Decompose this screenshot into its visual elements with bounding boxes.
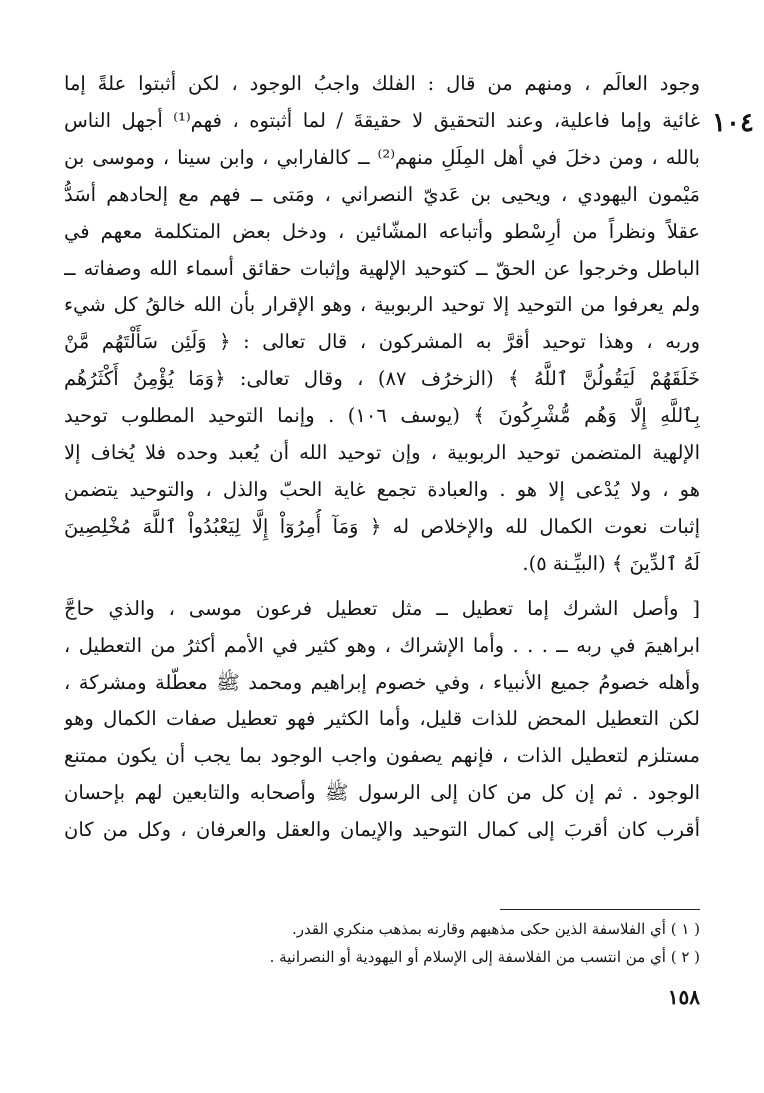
footnote-2: ( ٢ ) أي من انتسب من الفلاسفة إلى الإسلام أو اليهودية أو النصرانية .	[269, 948, 700, 966]
text-line: وجود العالَم ، ومنهم من قال : الفلك واجبُ الوجود ، لكن أثبتوا علةً إما	[64, 72, 700, 95]
text-line: وأهله خصومُ جميع الأنبياء ، وفي خصوم إبراهيم ومحمد ﷺ معطّلة ومشركة ،	[64, 670, 700, 694]
text-line: ابراهيمَ في ربه ــ . . . وأما الإشراك ، وهو كثير في الأمم أكثرُ من التعطيل ،	[64, 633, 700, 657]
text-line: أقرب كان أقربَ إلى كمال التوحيد والإيمان والعقل والعرفان ، وكل من كان	[64, 818, 700, 842]
main-text-body	[64, 66, 700, 849]
text-line: هو ، ولا يُدْعى إلا هو . والعبادة تجمع غاية الحبّ والذل ، والتوحيد يتضمن	[64, 477, 700, 501]
text-line: بِٱللَّهِ إِلَّا وَهُم مُّشْرِكُونَ ﴾ (يوسف ١٠٦) . وإنما التوحيد المطلوب توحيد	[64, 404, 700, 428]
text-line: الإلهية المتضمن توحيد الربوبية ، وإن توحيد الله أن يُعبد وحده فلا يُخاف إلا	[64, 441, 700, 465]
text-line: خَلَقَهُمْ لَيَقُولُنَّ ٱللَّهُ ﴾ (الزخرُف ٨٧) ، وقال تعالى: ﴿وَمَا يُؤْمِنُ أَكْثَرُهُم	[64, 367, 700, 391]
text-line: وربه ، وهذا توحيد أقرَّ به المشركون ، قال تعالى : ﴿ وَلَئِن سَأَلْتَهُم مَّنْ	[64, 330, 700, 354]
text-line: [ وأصل الشرك إما تعطيل ــ مثل تعطيل فرعون موسى ، والذي حاجَّ	[64, 596, 700, 620]
text-line: بالله ، ومن دخلَ في أهل المِلَلِ منهم⁽²⁾ ــ كالفارابي ، وابن سينا ، وموسى بن	[64, 145, 700, 169]
text-line: مَيْمون اليهودي ، ويحيى بن عَديّ النصراني ، ومَتى ــ فهم مع إلحادهم أسَدُّ	[64, 182, 700, 206]
text-line: غائية وإما فاعلية، وعند التحقيق لا حقيقةَ / لما أثبتوه ، فهم⁽¹⁾ أجهل الناس	[64, 108, 700, 132]
footnote-separator	[500, 909, 700, 910]
text-line: ولم يعرفوا من التوحيد إلا توحيد الربوبية ، وهو الإقرار بأن الله خالقُ كل شيء	[64, 293, 700, 317]
text-line: لكن التعطيل المحض للذات قليل، وأما الكثير فهو تعطيل صفات الكمال وهو	[64, 707, 700, 731]
text-line: مستلزم لتعطيل الذات ، فإنهم يصفون واجب الوجود بما يجب أن يكون ممتنع	[64, 744, 700, 768]
text-line: عقلاً ونظراً من أرِسْطو وأتباعه المشّائين ، ودخل بعض المتكلمة معهم في	[64, 219, 700, 243]
footnote-1: ( ١ ) أي الفلاسفة الذين حكى مذهبهم وقارنه بمذهب منكري القدر.	[292, 920, 700, 938]
paragraph-1	[64, 66, 700, 583]
text-line: الوجود . ثم إن كل من كان إلى الرسول ﷺ وأصحابه والتابعين لهم بإحسان	[64, 781, 700, 805]
paragraph-2	[64, 591, 700, 849]
footnotes	[64, 915, 700, 971]
text-line: الباطل وخرجوا عن الحقّ ــ كتوحيد الإلهية وإثبات حقائق أسماء الله وصفاته ــ	[64, 256, 700, 280]
text-line: لَهُ ٱلدِّينَ ﴾ (البيِّـنة ٥).	[522, 551, 700, 575]
text-line: إثبات نعوت الكمال لله والإخلاص له ﴿ وَمَآ أُمِرُوٓاْ إِلَّا لِيَعْبُدُواْ ٱللَّهَ مُخْلِصِينَ	[64, 514, 700, 538]
page-number: ١٥٨	[667, 985, 700, 1009]
margin-section-number: ١٠٤	[712, 108, 754, 138]
